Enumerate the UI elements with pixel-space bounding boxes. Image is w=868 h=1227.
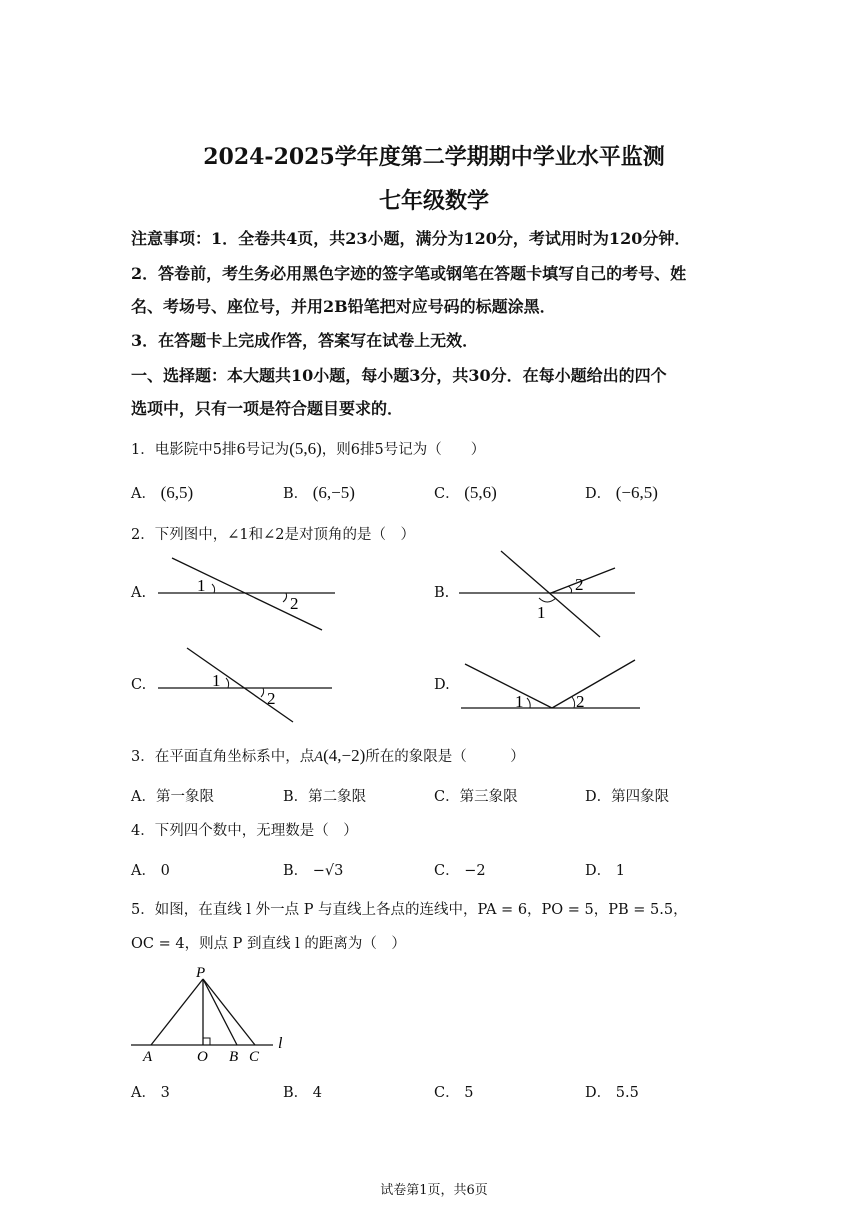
question-3-option-a: A．第一象限 [131, 789, 214, 805]
figure-c-label: C. [131, 677, 147, 693]
figure-d-label: D. [434, 677, 450, 693]
question-5-option-b: B． 4 [283, 1085, 322, 1101]
question-3: 3．在平面直角坐标系中，点A(4,−2)所在的象限是（ ） [131, 746, 525, 765]
figure-a [150, 550, 340, 635]
question-3-option-b: B．第二象限 [283, 789, 367, 805]
page-title: 2024-2025学年度第二学期期中学业水平监测 [203, 144, 665, 170]
question-5-option-d: D． 5.5 [585, 1085, 639, 1101]
figure-c-angle2-label: 2 [267, 689, 276, 708]
question-1-option-c: C． (5,6) [434, 483, 497, 502]
question-1-option-b: B． (6,−5) [283, 483, 355, 502]
figure-b [455, 548, 640, 640]
figure-b-angle2-label: 2 [575, 575, 584, 594]
label-a: A [143, 1049, 153, 1065]
question-1-text-b: ，则6排5号记为（ ） [321, 442, 486, 458]
label-o: O [197, 1049, 208, 1065]
question-5-line-1: 5．如图，在直线 l 外一点 P 与直线上各点的连线中，PA = 6，PO = 5，PB = 5.5， [131, 902, 688, 918]
question-5-option-a: A． 3 [131, 1085, 170, 1101]
question-4-option-b: B． −√3 [283, 863, 344, 879]
section-heading-line-1: 一、选择题：本大题共10小题，每小题3分，共30分．在每小题给出的四个 [131, 366, 667, 385]
section-heading-line-2: 选项中，只有一项是符合题目要求的． [131, 399, 404, 418]
label-b: B [229, 1049, 239, 1065]
question-5-option-c: C． 5 [434, 1085, 474, 1101]
page-subtitle: 七年级数学 [378, 188, 489, 214]
question-5-line-2: OC = 4，则点 P 到直线 l 的距离为（ ） [131, 936, 406, 952]
question-4-option-a: A． 0 [131, 863, 170, 879]
question-1 [131, 438, 485, 459]
label-c: C [249, 1049, 260, 1065]
question-4-text: 4．下列四个数中，无理数是（ ） [131, 823, 358, 839]
page-footer: 试卷第1页，共6页 [380, 1183, 488, 1198]
figure-a-angle2-label: 2 [290, 594, 299, 613]
figure-b-angle1-label: 1 [537, 603, 546, 622]
figure-b-label: B. [434, 585, 450, 601]
figure-d [455, 652, 645, 717]
question-3-coord: (4,−2) [323, 746, 366, 765]
notice-line-2: 2．答卷前，考生务必用黑色字迹的签字笔或钢笔在答题卡填写自己的考号、姓 [131, 264, 687, 283]
question-1-option-a: A． (6,5) [131, 483, 194, 502]
question-3-option-d: D．第四象限 [585, 789, 670, 805]
figure-a-angle1-label: 1 [197, 576, 206, 595]
label-p: P [196, 965, 206, 981]
notice-line-4: 3．在答题卡上完成作答，答案写在试卷上无效． [131, 331, 479, 350]
label-l: l [278, 1035, 283, 1052]
question-1-text-a: 1．电影院中5排6号记为 [131, 442, 290, 458]
figure-d-angle2-label: 2 [576, 692, 585, 711]
question-4-option-c: C． −2 [434, 863, 486, 879]
figure-c-angle1-label: 1 [212, 671, 221, 690]
notice-line-1: 注意事项：1．全卷共4页，共23小题，满分为120分，考试用时为120分钟． [131, 229, 691, 248]
figure-a-label: A. [131, 585, 147, 601]
question-3-point: A [314, 749, 324, 765]
question-5-figure [125, 962, 295, 1067]
figure-c [150, 642, 340, 727]
question-1-option-d: D． (−6,5) [585, 483, 658, 502]
question-3-option-c: C．第三象限 [434, 789, 518, 805]
question-1-coord: (5,6) [289, 439, 322, 458]
question-4-option-d: D． 1 [585, 863, 625, 879]
question-2-text: 2．下列图中，∠1和∠2是对顶角的是（ ） [131, 527, 415, 543]
notice-line-3: 名、考场号、座位号，并用2B铅笔把对应号码的标题涂黑． [131, 297, 556, 316]
figure-d-angle1-label: 1 [515, 692, 524, 711]
